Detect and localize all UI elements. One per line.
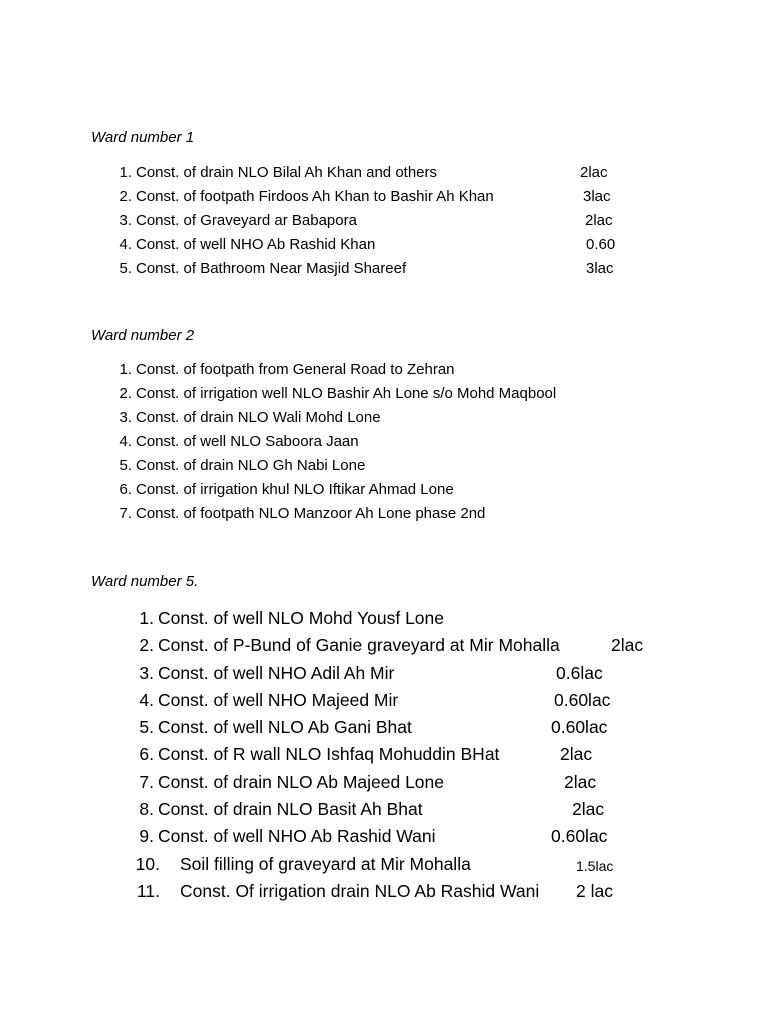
item-description: Const. of footpath from General Road to Zehran: [136, 361, 455, 378]
list-item: [130, 743, 690, 770]
item-number: 1.: [119, 361, 132, 378]
item-number: 2.: [119, 385, 132, 402]
item-description: Const. of well NHO Adil Ah Mir: [158, 662, 395, 683]
item-description: Const. of well NHO Majeed Mir: [158, 689, 399, 710]
item-description: Const. of P-Bund of Ganie graveyard at Mir Mohalla: [158, 635, 560, 656]
ward-2-heading: Ward number 2: [91, 327, 195, 344]
item-description: Const. of Graveyard ar Babapora: [136, 212, 357, 229]
list-item: [110, 211, 670, 235]
list-item: [130, 662, 690, 689]
item-number: 3.: [119, 409, 132, 426]
item-number: 4.: [119, 236, 132, 253]
item-description: Const. of well NLO Ab Gani Bhat: [158, 717, 412, 738]
item-description: Const. of drain NLO Ab Majeed Lone: [158, 771, 445, 792]
item-number: 7.: [119, 505, 132, 522]
item-description: Const. of well NLO Saboora Jaan: [136, 433, 359, 450]
item-number: 2.: [119, 188, 132, 205]
list-item: [110, 432, 670, 456]
item-number: 6.: [139, 744, 154, 765]
item-amount: 2 lac: [576, 880, 613, 901]
list-item: [110, 163, 670, 187]
item-amount: 1.5lac: [576, 857, 614, 874]
item-amount: 0.60lac: [554, 689, 611, 710]
item-amount: 2lac: [572, 799, 605, 820]
ward-1-list: [110, 163, 670, 283]
item-number: 5.: [139, 717, 154, 738]
item-description: Const. of irrigation well NLO Bashir Ah Lone s/o Mohd Maqbool: [136, 385, 557, 402]
item-description: Const. of drain NLO Wali Mohd Lone: [136, 409, 381, 426]
list-item: [130, 634, 690, 661]
list-item: [130, 853, 690, 880]
list-item: [130, 607, 690, 634]
list-item: [110, 360, 670, 384]
item-number: 9.: [139, 826, 154, 847]
item-amount: 3lac: [586, 260, 614, 277]
item-description: Const. of drain NLO Basit Ah Bhat: [158, 799, 423, 820]
item-number: 7.: [139, 771, 154, 792]
item-description: Const. of well NHO Ab Rashid Khan: [136, 236, 376, 253]
list-item: [130, 880, 690, 907]
ward-5-heading: Ward number 5.: [91, 573, 199, 590]
item-description: Const. of drain NLO Gh Nabi Lone: [136, 457, 366, 474]
item-description: Const. of drain NLO Bilal Ah Khan and others: [136, 164, 438, 181]
item-amount: 0.60: [586, 236, 616, 253]
item-number: 4.: [139, 689, 154, 710]
item-amount: 0.6lac: [556, 662, 603, 683]
item-amount: 2lac: [611, 635, 644, 656]
list-item: [110, 408, 670, 432]
ward-5-list: [130, 607, 690, 907]
list-item: [130, 689, 690, 716]
list-item: [130, 798, 690, 825]
item-number: 3.: [139, 662, 154, 683]
item-description: Const. of irrigation khul NLO Iftikar Ahmad Lone: [136, 481, 454, 498]
item-description: Soil filling of graveyard at Mir Mohalla: [180, 853, 471, 874]
item-description: Const. of footpath NLO Manzoor Ah Lone phase 2nd: [136, 505, 486, 522]
item-amount: 2lac: [560, 744, 593, 765]
item-number: 4.: [119, 433, 132, 450]
item-number: 10.: [135, 853, 160, 874]
list-item: [110, 480, 670, 504]
item-amount: 2lac: [564, 771, 597, 792]
item-amount: 0.60lac: [551, 717, 608, 738]
item-number: 8.: [139, 799, 154, 820]
item-amount: 2lac: [585, 212, 613, 229]
list-item: [130, 825, 690, 852]
list-item: [110, 504, 670, 528]
item-description: Const. Of irrigation drain NLO Ab Rashid Wani: [180, 880, 540, 901]
item-description: Const. of well NLO Mohd Yousf Lone: [158, 608, 445, 628]
list-item: [110, 235, 670, 259]
item-description: Const. of well NHO Ab Rashid Wani: [158, 826, 436, 847]
item-number: 6.: [119, 481, 132, 498]
list-item: [110, 456, 670, 480]
item-amount: 3lac: [583, 188, 611, 205]
item-number: 1.: [119, 164, 132, 181]
ward-2-list: [110, 360, 670, 528]
ward-1-heading: Ward number 1: [91, 129, 195, 146]
item-number: 5.: [119, 457, 132, 474]
item-description: Const. of Bathroom Near Masjid Shareef: [136, 260, 407, 277]
list-item: [110, 259, 670, 283]
item-amount: 0.60lac: [551, 826, 608, 847]
item-description: Const. of footpath Firdoos Ah Khan to Bashir Ah Khan: [136, 188, 494, 205]
list-item: [110, 187, 670, 211]
item-number: 11.: [136, 880, 160, 901]
list-item: [130, 716, 690, 743]
item-number: 1.: [139, 608, 154, 628]
item-number: 2.: [139, 635, 154, 656]
item-description: Const. of R wall NLO Ishfaq Mohuddin BHat: [158, 744, 500, 765]
list-item: [130, 771, 690, 798]
item-amount: 2lac: [580, 164, 608, 181]
list-item: [110, 384, 670, 408]
item-number: 3.: [119, 212, 132, 229]
item-number: 5.: [119, 260, 132, 277]
